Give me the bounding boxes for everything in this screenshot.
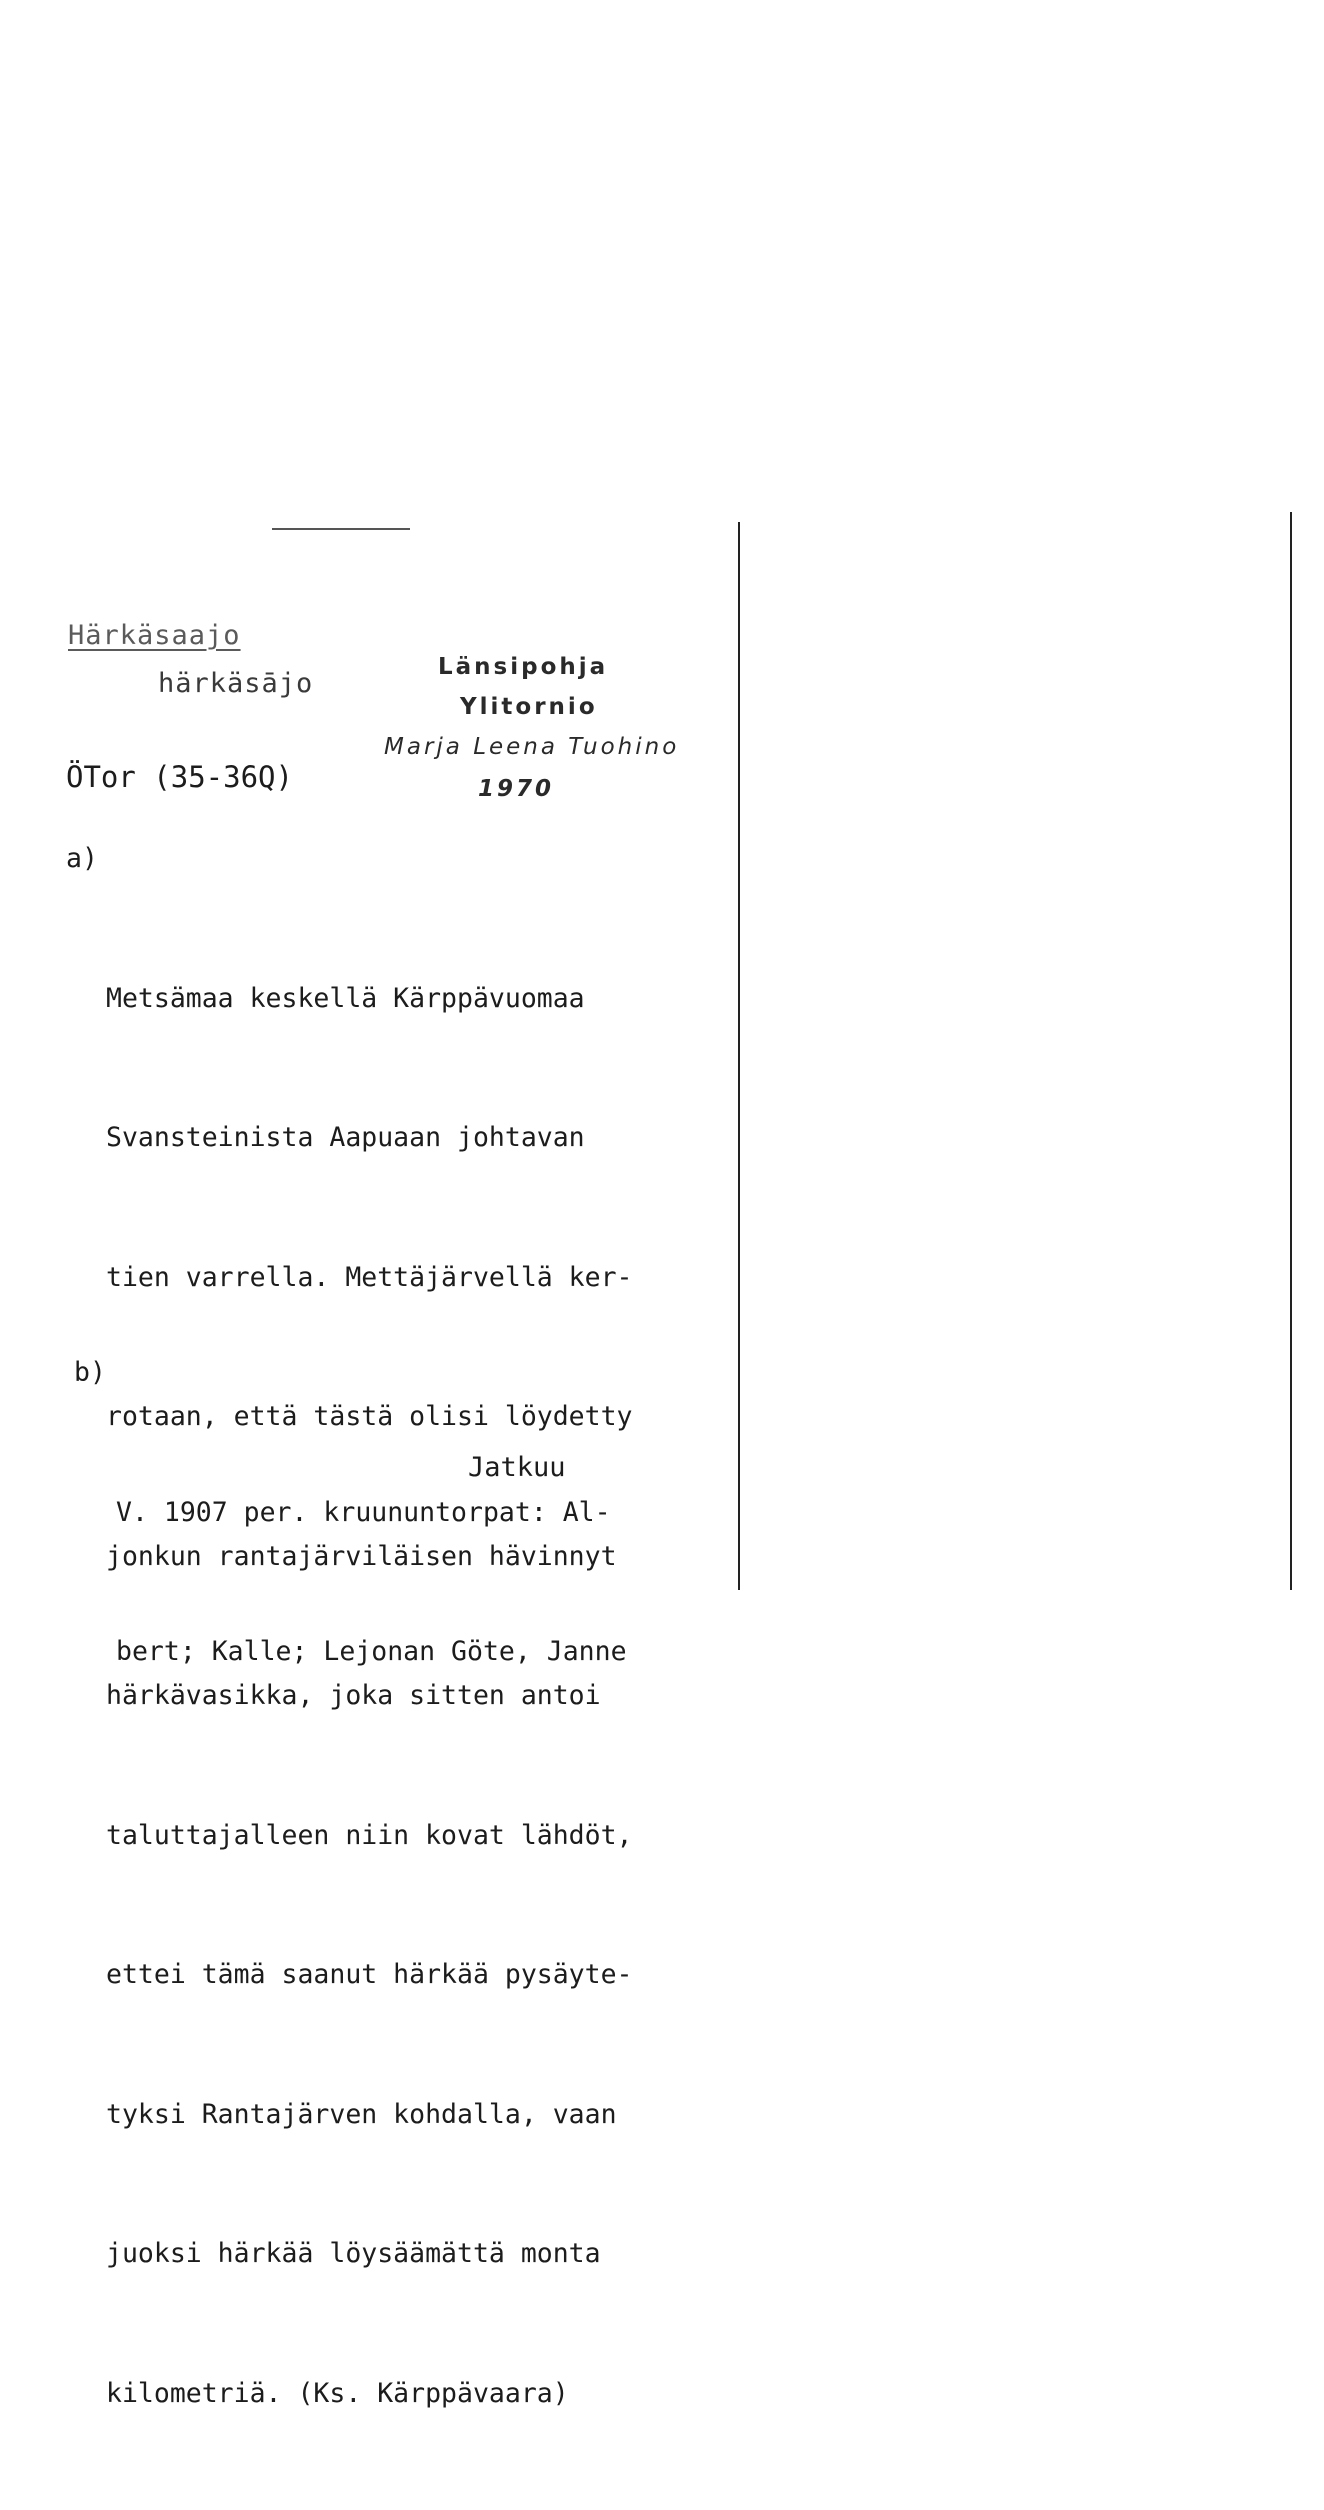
text-line: juoksi härkää löysäämättä monta: [106, 2238, 601, 2269]
text-line: taluttajalleen niin kovat lähdöt,: [106, 1819, 633, 1851]
text-line: kilometriä. (Ks. Kärppävaara): [106, 2377, 569, 2409]
text-line: V. 1907 per. kruununtorpat: Al-: [116, 1496, 611, 1528]
section-b: [74, 1350, 627, 1769]
stamp-collector: Marja Leena Tuohino: [384, 734, 680, 760]
dialect-form: härkäsājo: [158, 668, 314, 699]
text-line: tien varrella. Mettäjärvellä ker-: [106, 1261, 633, 1293]
headword: Härkäsaajo: [68, 620, 241, 651]
card-divider-line: [738, 522, 740, 1590]
text-line: bert; Kalle; Lejonan Göte, Janne: [116, 1636, 627, 1667]
text-line: ettei tämä saanut härkää pysäyte-: [106, 1959, 633, 1990]
stamp-region: Länsipohja: [438, 654, 609, 680]
section-a-marker: a): [66, 843, 98, 874]
text-line: Svansteinista Aapuaan johtavan: [106, 1122, 585, 1153]
text-line: jonkun rantajärviläisen hävinnyt: [106, 1540, 617, 1572]
text-line: härkävasikka, joka sitten antoi: [106, 1680, 601, 1711]
card-edge-line: [1290, 512, 1292, 1590]
text-line: rotaan, että tästä olisi löydetty: [106, 1401, 633, 1432]
stamp-year: 1970: [478, 776, 555, 802]
text-line: Metsämaa keskellä Kärppävuomaa: [106, 982, 585, 1014]
continuation-note: Jatkuu: [468, 1452, 566, 1483]
top-rule: [272, 528, 410, 530]
section-b-marker: b): [74, 1357, 106, 1388]
stamp-parish: Ylitornio: [460, 694, 598, 720]
text-line: tyksi Rantajärven kohdalla, vaan: [106, 2098, 617, 2130]
source-code: ÖTor (35-36Q): [66, 760, 293, 794]
